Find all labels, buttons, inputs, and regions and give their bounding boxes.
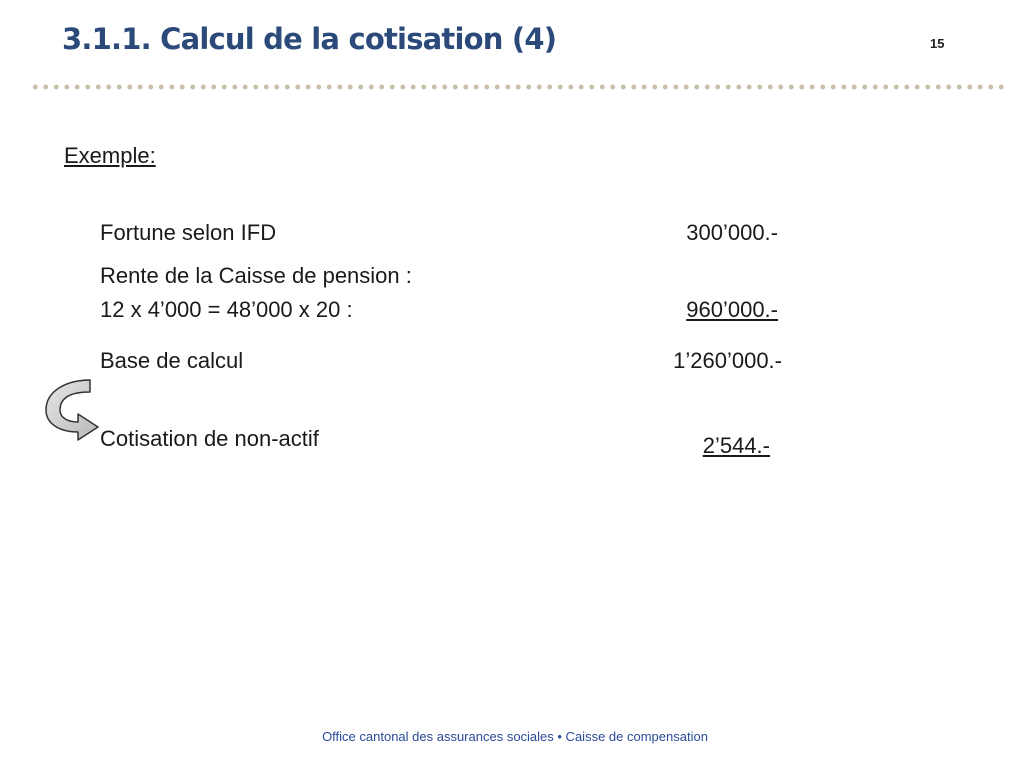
value-rente: 960’000.- bbox=[686, 297, 778, 322]
value-base: 1’260’000.- bbox=[673, 348, 782, 373]
page-number: 15 bbox=[930, 36, 945, 51]
dotted-divider bbox=[30, 83, 1008, 91]
footer: Office cantonal des assurances sociales • Caisse de compensation bbox=[322, 729, 708, 744]
label-rente-line1: Rente de la Caisse de pension : bbox=[100, 263, 412, 288]
value-fortune: 300’000.- bbox=[686, 220, 778, 245]
label-fortune: Fortune selon IFD bbox=[100, 220, 277, 245]
label-base: Base de calcul bbox=[100, 348, 244, 373]
label-rente-line2: 12 x 4’000 = 48’000 x 20 : bbox=[100, 297, 353, 322]
label-cotisation: Cotisation de non-actif bbox=[100, 426, 319, 451]
slide-title: 3.1.1. Calcul de la cotisation (4) bbox=[62, 22, 557, 56]
example-heading: Exemple: bbox=[64, 143, 156, 168]
curved-arrow-icon bbox=[40, 372, 100, 447]
value-cotisation: 2’544.- bbox=[702, 433, 770, 458]
